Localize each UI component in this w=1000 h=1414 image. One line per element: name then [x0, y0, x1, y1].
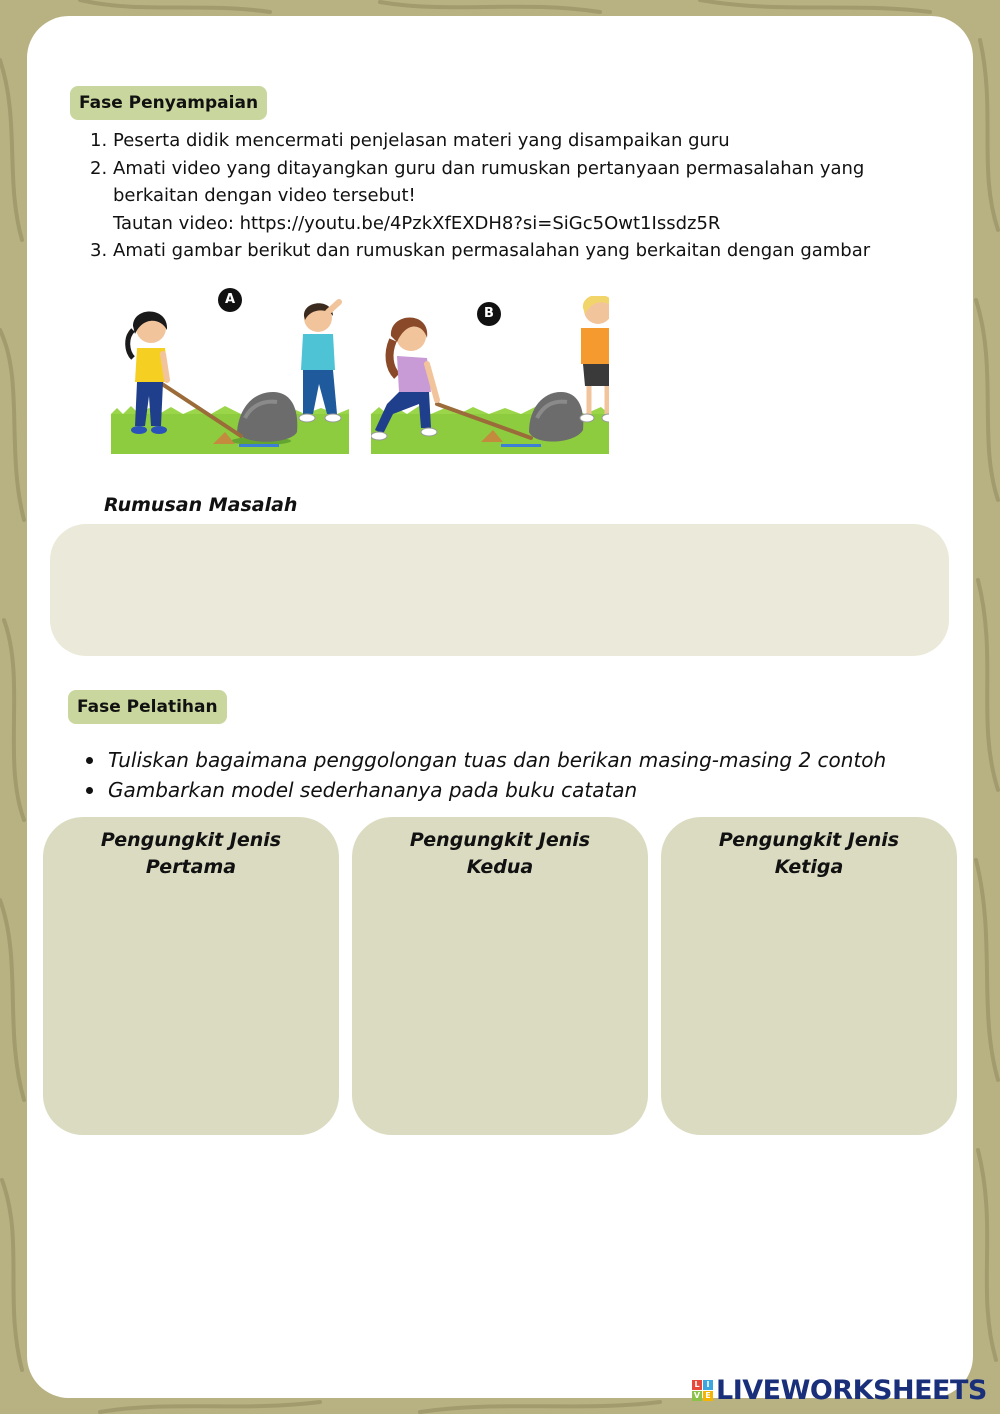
liveworksheets-logo-icon [692, 1380, 713, 1401]
liveworksheets-logo-text: LIVEWORKSHEETS [716, 1374, 987, 1406]
lever-box-title [352, 827, 648, 881]
lever-box-title [43, 827, 339, 881]
second-class-lever-answer-box[interactable] [352, 817, 648, 1135]
step-number: 2. [90, 157, 108, 179]
phase-practice-label: Fase Pelatihan [68, 690, 227, 724]
bullet-icon [86, 757, 93, 764]
step-number: 3. [90, 240, 108, 261]
step-text: Peserta didik mencermati penjelasan materi yang disampaikan guru [113, 130, 730, 151]
lever-box-title [661, 827, 957, 881]
step-number: 1. [90, 130, 108, 151]
step-item [80, 155, 926, 238]
image-badge-b: B [477, 302, 501, 326]
step-text: Amati gambar berikut dan rumuskan permasalahan yang berkaitan dengan gambar [113, 240, 871, 261]
liveworksheets-logo[interactable] [692, 1374, 987, 1406]
lever-box-title-line2: Ketiga [774, 856, 844, 878]
logo-mark-letter: E [703, 1391, 713, 1401]
first-class-lever-answer-box[interactable] [43, 817, 339, 1135]
logo-mark-letter: V [693, 1390, 701, 1400]
third-class-lever-answer-box[interactable] [661, 817, 957, 1135]
lever-illustration-a [111, 296, 349, 454]
lever-box-title-line2: Kedua [466, 856, 534, 878]
practice-task-list [84, 745, 944, 805]
lever-box-title-line1: Pengungkit Jenis [409, 829, 591, 851]
step-item [80, 237, 926, 265]
task-text: Gambarkan model sederhananya pada buku catatan [108, 778, 638, 802]
step-text: Amati video yang ditayangkan guru dan rumuskan pertanyaan permasalahan yang berkaitan dengan video tersebut! [113, 157, 865, 206]
task-text: Tuliskan bagaimana penggolongan tuas dan berikan masing-masing 2 contoh [108, 748, 887, 772]
task-item [84, 745, 944, 775]
logo-mark-letter: L [692, 1380, 702, 1390]
lever-box-title-line1: Pengungkit Jenis [718, 829, 900, 851]
phase-delivery-label: Fase Penyampaian [70, 86, 267, 120]
bullet-icon [86, 787, 93, 794]
problem-statement-answer-box[interactable] [50, 524, 949, 656]
image-badge-a: A [218, 288, 242, 312]
delivery-steps-list [80, 127, 926, 265]
video-link[interactable]: Tautan video: https://youtu.be/4PzkXfEXDH8?si=SiGc5Owt1Issdz5R [113, 212, 721, 234]
lever-box-title-line2: Pertama [145, 856, 237, 878]
lever-box-title-line1: Pengungkit Jenis [100, 829, 282, 851]
problem-statement-heading: Rumusan Masalah [104, 494, 298, 516]
task-item [84, 775, 944, 805]
logo-mark-letter: I [703, 1380, 713, 1390]
step-item [80, 127, 926, 155]
